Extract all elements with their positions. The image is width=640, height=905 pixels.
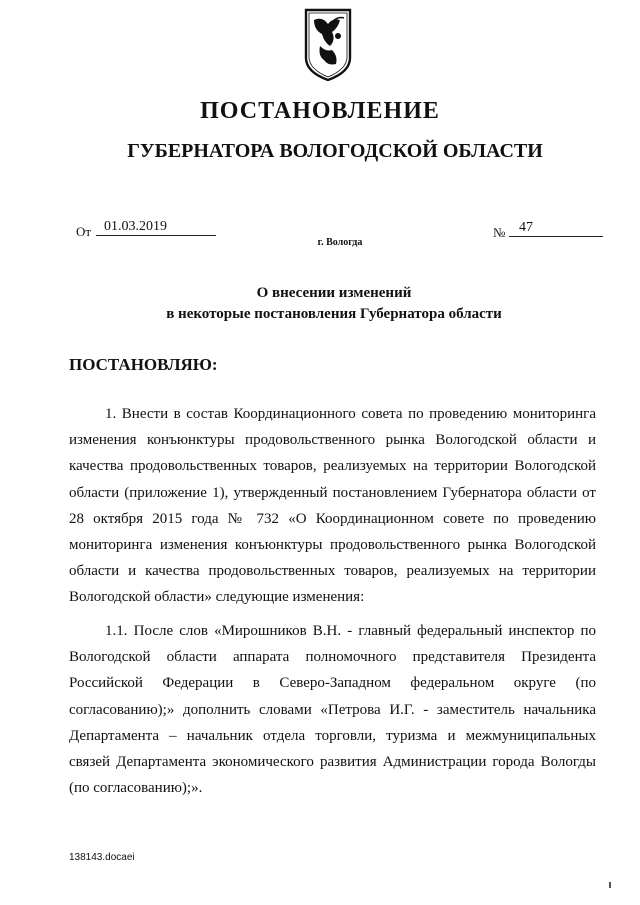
paragraph-1-1: 1.1. После слов «Мирошников В.Н. - главный федеральный инспектор по Вологодской области аппарата полномочного представителя Президента Российской Федерации в Северо-Западном федеральном округе (по согласованию);» дополнить словами «Петрова И.Г. - заместитель начальника Департамента – начальник отдела торговли, туризма и межмуниципальных связей Департамента экономического развития Администрации города Вологды (по согласованию);». <box>69 623 596 797</box>
decree-heading: ПОСТАНОВЛЯЮ: <box>69 355 218 374</box>
paragraph-1: 1. Внести в состав Координационного совета по проведению мониторинга изменения конъюнктуры продовольственного рынка Вологодской области и качества продовольственных товаров, реализуемых на территории Вологодской области (приложение 1), утвержденный постановлением Губернатора области от 28 октября 2015 года № 732 «О Координационном совете по проведению мониторинга изменения конъюнктуры продовольственного рынка Вологодской области и качества продовольственных товаров, реализуемых на территории Вологодской области» следующие изменения: <box>69 406 596 606</box>
document-issuer: ГУБЕРНАТОРА ВОЛОГОДСКОЙ ОБЛАСТИ <box>127 140 543 162</box>
number-label: № <box>493 225 506 240</box>
document-title: ПОСТАНОВЛЕНИЕ <box>200 98 440 124</box>
date-value: 01.03.2019 <box>96 218 216 236</box>
subject-line-1: О внесении изменений <box>256 285 412 301</box>
subject-line-2: в некоторые постановления Губернатора области <box>166 306 502 322</box>
file-code: 138143.docaei <box>69 852 135 863</box>
number-value: 47 <box>509 219 603 237</box>
page-mark <box>609 882 611 888</box>
date-label: От <box>76 224 92 239</box>
coat-of-arms-icon <box>302 6 354 84</box>
document-subject <box>0 283 640 325</box>
city-name: г. Вологда <box>317 237 363 248</box>
